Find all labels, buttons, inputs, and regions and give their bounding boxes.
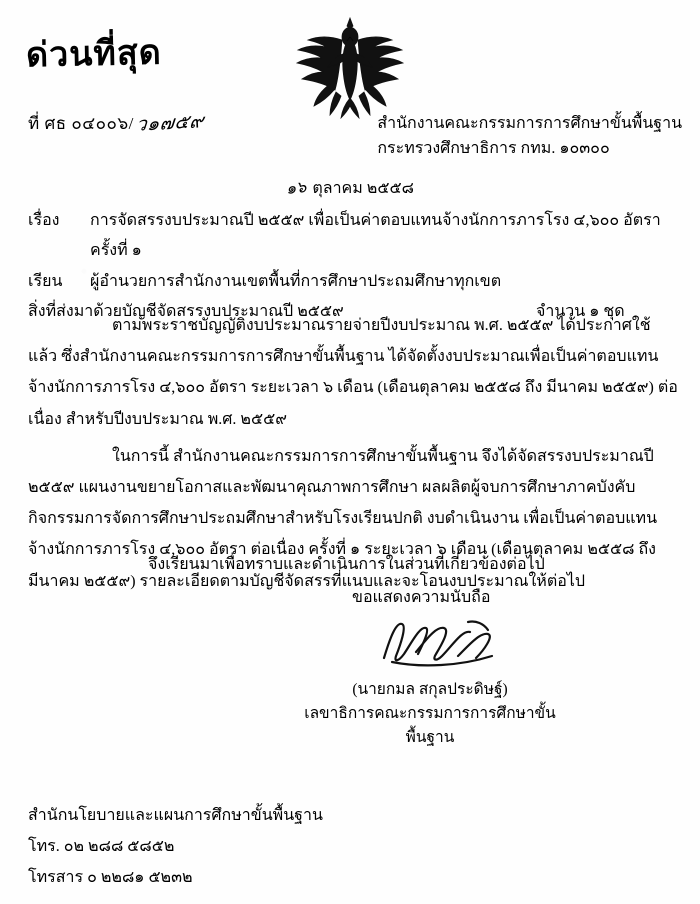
- signatory-position: เลขาธิการคณะกรรมการการศึกษาขั้นพื้นฐาน: [304, 705, 556, 747]
- document-date: [0, 176, 700, 201]
- organization-line-2: กระทรวงศึกษาธิการ กทม. ๑๐๓๐๐: [377, 139, 610, 157]
- body-paragraph-1-text: ตามพระราชบัญญัติงบประมาณรายจ่ายปีงบประมาณ พ.ศ. ๒๕๕๙ ได้ประกาศใช้แล้ว ซึ่งสำนักงานคณะกรรมการการศึกษาขั้นพื้นฐาน ได้จัดตั้งงบประมาณเพื่อเป็นค่าตอบแทนจ้างนักการภารโรง ๔,๖๐๐ อัตรา ระยะเวลา ๖ เดือน (เดือนตุลาคม ๒๕๕๘ ถึง มีนาคม ๒๕๕๙) ต่อเนื่อง สำหรับปีงบประมาณ พ.ศ. ๒๕๕๙: [28, 317, 678, 428]
- field-attachment-value: บัญชีจัดสรรงบประมาณปี ๒๕๕๙: [121, 303, 344, 321]
- footer-fax: โทรสาร ๐ ๒๒๘๑ ๕๒๓๒: [28, 869, 193, 887]
- document-number: [28, 108, 204, 138]
- urgent-stamp: ด่วนที่สุด: [25, 32, 163, 76]
- date-day-handwritten: ๑๖: [285, 176, 308, 199]
- footer-office: สำนักนโยบายและแผนการศึกษาขั้นพื้นฐาน: [28, 807, 323, 824]
- body-paragraph-1: [28, 310, 678, 435]
- field-addressee-label: เรียน: [28, 272, 63, 290]
- regards-text: ขอแสดงความนับถือ: [352, 589, 491, 606]
- document-number-handwritten: ว๑๗๕๙: [134, 110, 205, 136]
- footer-phone: โทร. ๐๒ ๒๘๘ ๕๘๕๒: [28, 838, 175, 856]
- field-attachment-quantity: จำนวน ๑ ชุด: [536, 303, 625, 321]
- footer-block: [28, 800, 323, 894]
- field-subject-label: เรื่อง: [28, 212, 60, 229]
- date-text: ตุลาคม ๒๕๕๘: [312, 180, 414, 197]
- handwritten-signature-icon: [372, 612, 512, 672]
- field-addressee-value: ผู้อำนวยการสำนักงานเขตพื้นที่การศึกษาประถมศึกษาทุกเขต: [90, 272, 502, 290]
- garuda-emblem-icon: [290, 14, 410, 122]
- organization-line-1: สำนักงานคณะกรรมการการศึกษาขั้นพื้นฐาน: [377, 115, 682, 132]
- field-subject-value: การจัดสรรงบประมาณปี ๒๕๕๙ เพื่อเป็นค่าตอบแทนจ้างนักการภารโรง ๔,๖๐๐ อัตรา ครั้งที่ ๑: [90, 212, 661, 260]
- body-closing-text: จึงเรียนมาเพื่อทราบและดำเนินการในส่วนที่เกี่ยวข้องต่อไป: [148, 556, 545, 573]
- field-addressee: [28, 267, 676, 297]
- signature-block: [300, 678, 560, 750]
- document-number-label: ที่ ศธ ๐๔๐๐๖/: [28, 114, 134, 133]
- field-subject: [28, 206, 676, 267]
- field-attachment-label: สิ่งที่ส่งมาด้วย: [28, 303, 122, 321]
- signatory-name: (นายกมล สกุลประดิษฐ์): [352, 681, 508, 698]
- organization-block: [377, 112, 682, 162]
- body-paragraph-2-text: ในการนี้ สำนักงานคณะกรรมการการศึกษาขั้นพื้นฐาน จึงได้จัดสรรงบประมาณปี ๒๕๕๙ แผนงานขยายโอกาสและพัฒนาคุณภาพการศึกษา ผลผลิตผู้จบการศึกษาภาคบังคับ กิจกรรมการจัดการศึกษาประถมศึกษาสำหรับโรงเรียนปกติ งบดำเนินงาน เพื่อเป็นค่าตอบแทนจ้างนักการภารโรง ๔,๖๐๐ อัตรา ต่อเนื่อง ครั้งที่ ๑ ระยะเวลา ๖ เดือน (เดือนตุลาคม ๒๕๕๘ ถึง มีนาคม ๒๕๕๙) รายละเอียดตามบัญชีจัดสรรที่แนบและจะโอนงบประมาณให้ต่อไป: [28, 447, 658, 590]
